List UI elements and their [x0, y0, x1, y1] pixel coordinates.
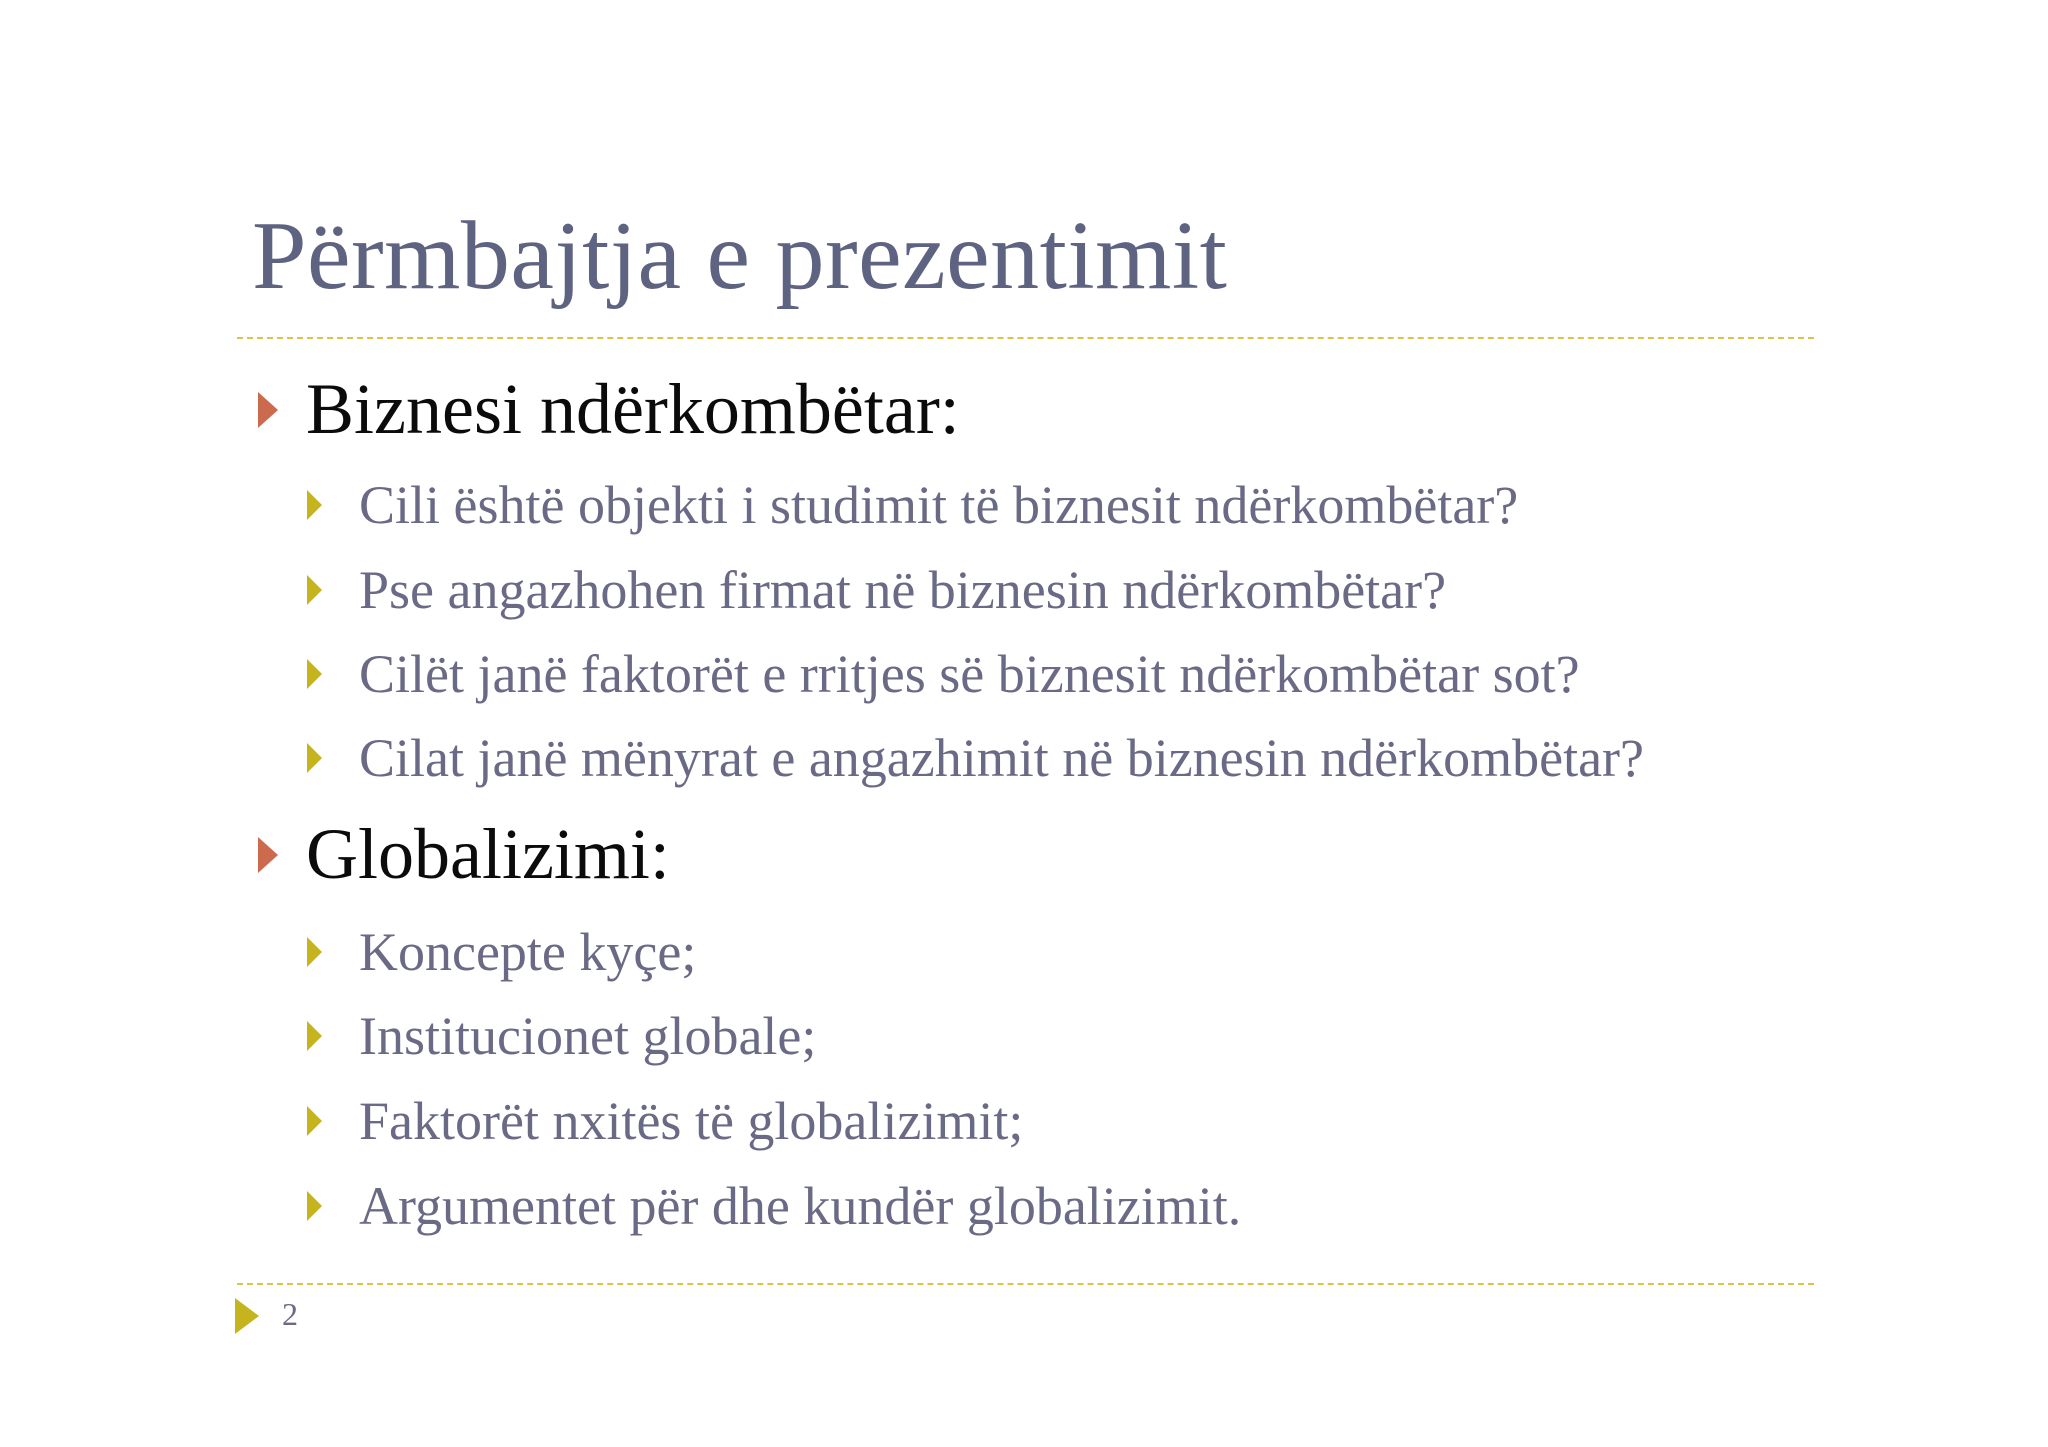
section-heading-text: Biznesi ndërkombëtar: — [306, 369, 960, 449]
list-item — [307, 643, 1580, 705]
section-heading-text: Globalizimi: — [306, 814, 670, 894]
list-item — [307, 474, 1518, 536]
triangle-right-icon — [258, 392, 278, 428]
triangle-right-icon — [235, 1298, 259, 1334]
list-item — [307, 1090, 1023, 1152]
list-item-text: Koncepte kyçe; — [359, 922, 697, 982]
triangle-right-icon — [307, 1191, 322, 1221]
slide-title: Përmbajtja e prezentimit — [252, 202, 1228, 310]
triangle-right-icon — [307, 490, 322, 520]
list-item-text: Pse angazhohen firmat në biznesin ndërkombëtar? — [359, 560, 1447, 620]
triangle-right-icon — [307, 575, 322, 605]
list-item — [307, 1005, 816, 1067]
list-item — [307, 559, 1446, 621]
triangle-right-icon — [307, 1106, 322, 1136]
triangle-right-icon — [307, 659, 322, 689]
list-item-text: Cilët janë faktorët e rritjes së biznesit ndërkombëtar sot? — [359, 644, 1580, 704]
triangle-right-icon — [307, 1021, 322, 1051]
list-item — [307, 921, 696, 983]
list-item-text: Cili është objekti i studimit të biznesit ndërkombëtar? — [359, 475, 1519, 535]
list-item — [307, 727, 1644, 789]
page-number: 2 — [282, 1296, 298, 1332]
section-heading-biznesi — [258, 368, 960, 451]
triangle-right-icon — [258, 837, 278, 873]
list-item-text: Faktorët nxitës të globalizimit; — [359, 1091, 1024, 1151]
footer-divider — [237, 1283, 1814, 1285]
title-divider — [237, 337, 1814, 339]
list-item-text: Cilat janë mënyrat e angazhimit në biznesin ndërkombëtar? — [359, 728, 1645, 788]
triangle-right-icon — [307, 937, 322, 967]
list-item-text: Institucionet globale; — [359, 1006, 817, 1066]
section-heading-globalizimi — [258, 813, 670, 896]
list-item-text: Argumentet për dhe kundër globalizimit. — [359, 1176, 1242, 1236]
triangle-right-icon — [307, 743, 322, 773]
list-item — [307, 1175, 1241, 1237]
